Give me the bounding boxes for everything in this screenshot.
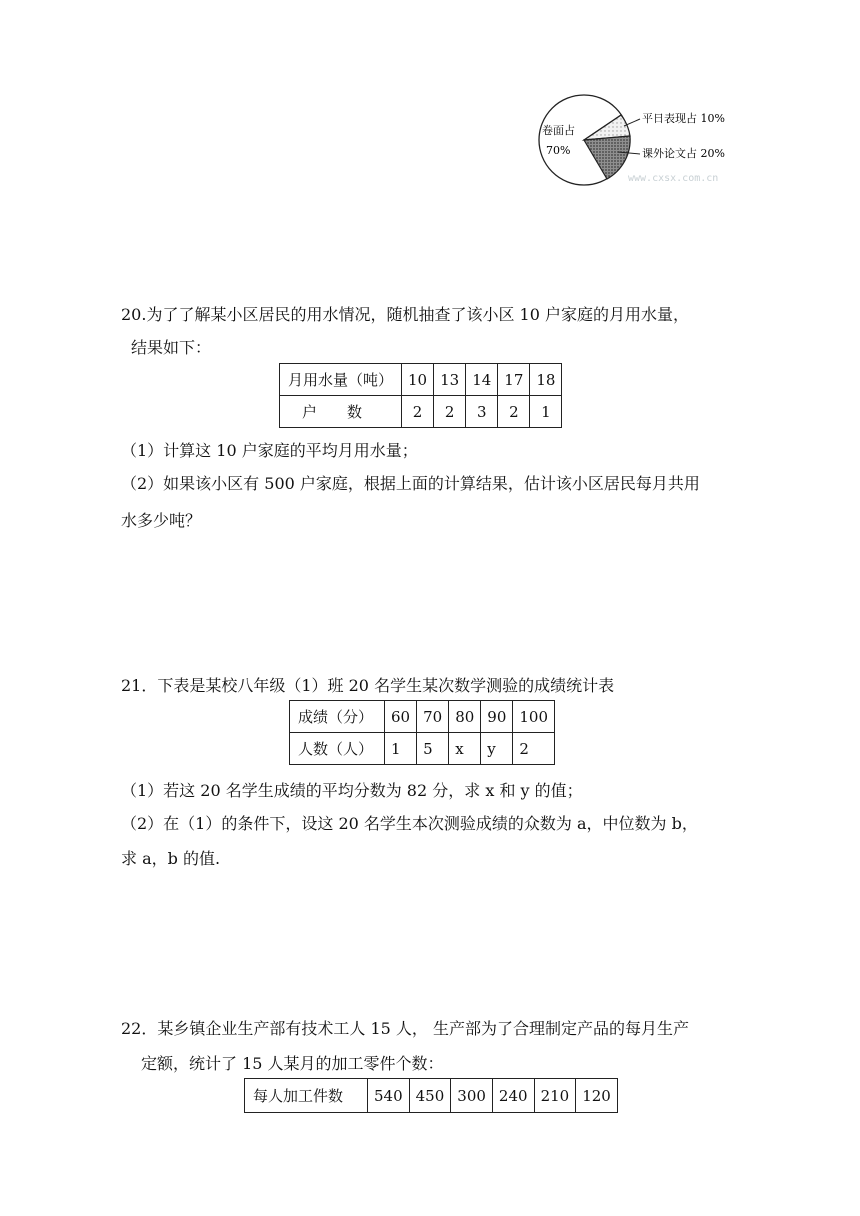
table-cell: 2 (402, 396, 434, 428)
table-cell: 80 (449, 701, 481, 733)
table-cell: 5 (417, 733, 449, 765)
q22-line1: 22．某乡镇企业生产部有技术工人 15 人， 生产部为了合理制定产品的每月生产 (121, 1019, 689, 1038)
table-row (290, 733, 555, 765)
q21-sub2b: 求 a，b 的值. (121, 849, 221, 868)
table-cell: y (481, 733, 513, 765)
q20-line2: 结果如下： (131, 338, 212, 357)
q20-sub1: （1）计算这 10 户家庭的平均月用水量； (121, 441, 418, 460)
table-cell: 13 (434, 364, 466, 396)
table-cell: 540 (368, 1079, 410, 1113)
q21-sub2a: （2）在（1）的条件下，设这 20 名学生本次测验成绩的众数为 a，中位数为 b， (121, 814, 698, 833)
q22-line2: 定额，统计了 15 人某月的加工零件个数： (141, 1054, 444, 1073)
pie-chart (536, 94, 746, 194)
watermark: www.cxsx.com.cn (628, 173, 719, 184)
pie-label-juanmian: 卷面占 (542, 124, 575, 137)
table-cell: 10 (402, 364, 434, 396)
table-cell: 3 (466, 396, 498, 428)
table-cell: 1 (385, 733, 417, 765)
table-cell: 210 (534, 1079, 576, 1113)
table-cell: 18 (530, 364, 562, 396)
table-cell: 月用水量（吨） (280, 364, 402, 396)
table-cell: 2 (513, 733, 555, 765)
table-cell: 300 (451, 1079, 493, 1113)
table-cell: 户 数 (280, 396, 402, 428)
q20-sub2a: （2）如果该小区有 500 户家庭，根据上面的计算结果，估计该小区居民每月共用 (121, 474, 700, 493)
table-cell: 120 (576, 1079, 618, 1113)
q21-table (289, 700, 555, 765)
q21-line1: 21．下表是某校八年级（1）班 20 名学生某次数学测验的成绩统计表 (121, 676, 615, 695)
q22-table (244, 1078, 618, 1113)
table-cell: 1 (530, 396, 562, 428)
q21-sub1: （1）若这 20 名学生成绩的平均分数为 82 分，求 x 和 y 的值； (121, 781, 583, 800)
q20-sub2b: 水多少吨？ (121, 511, 202, 530)
table-cell: 240 (492, 1079, 534, 1113)
q20-line1: 20.为了了解某小区居民的用水情况，随机抽查了该小区 10 户家庭的月用水量， (121, 305, 689, 324)
table-cell: 70 (417, 701, 449, 733)
table-cell: 成绩（分） (290, 701, 385, 733)
table-row (280, 396, 562, 428)
table-row (280, 364, 562, 396)
pie-label-pingri: 平日表现占 10% (642, 112, 725, 125)
table-cell: 人数（人） (290, 733, 385, 765)
pie-label-juanmian-value: 70% (546, 144, 571, 157)
table-row (245, 1079, 618, 1113)
table-cell: x (449, 733, 481, 765)
table-row (290, 701, 555, 733)
table-cell: 60 (385, 701, 417, 733)
q20-table (279, 363, 562, 428)
table-cell: 14 (466, 364, 498, 396)
pie-label-kewai: 课外论文占 20% (642, 147, 725, 160)
table-cell: 2 (434, 396, 466, 428)
table-cell: 2 (498, 396, 530, 428)
table-cell: 90 (481, 701, 513, 733)
table-cell: 每人加工件数 (245, 1079, 368, 1113)
table-cell: 450 (409, 1079, 451, 1113)
table-cell: 100 (513, 701, 555, 733)
table-cell: 17 (498, 364, 530, 396)
